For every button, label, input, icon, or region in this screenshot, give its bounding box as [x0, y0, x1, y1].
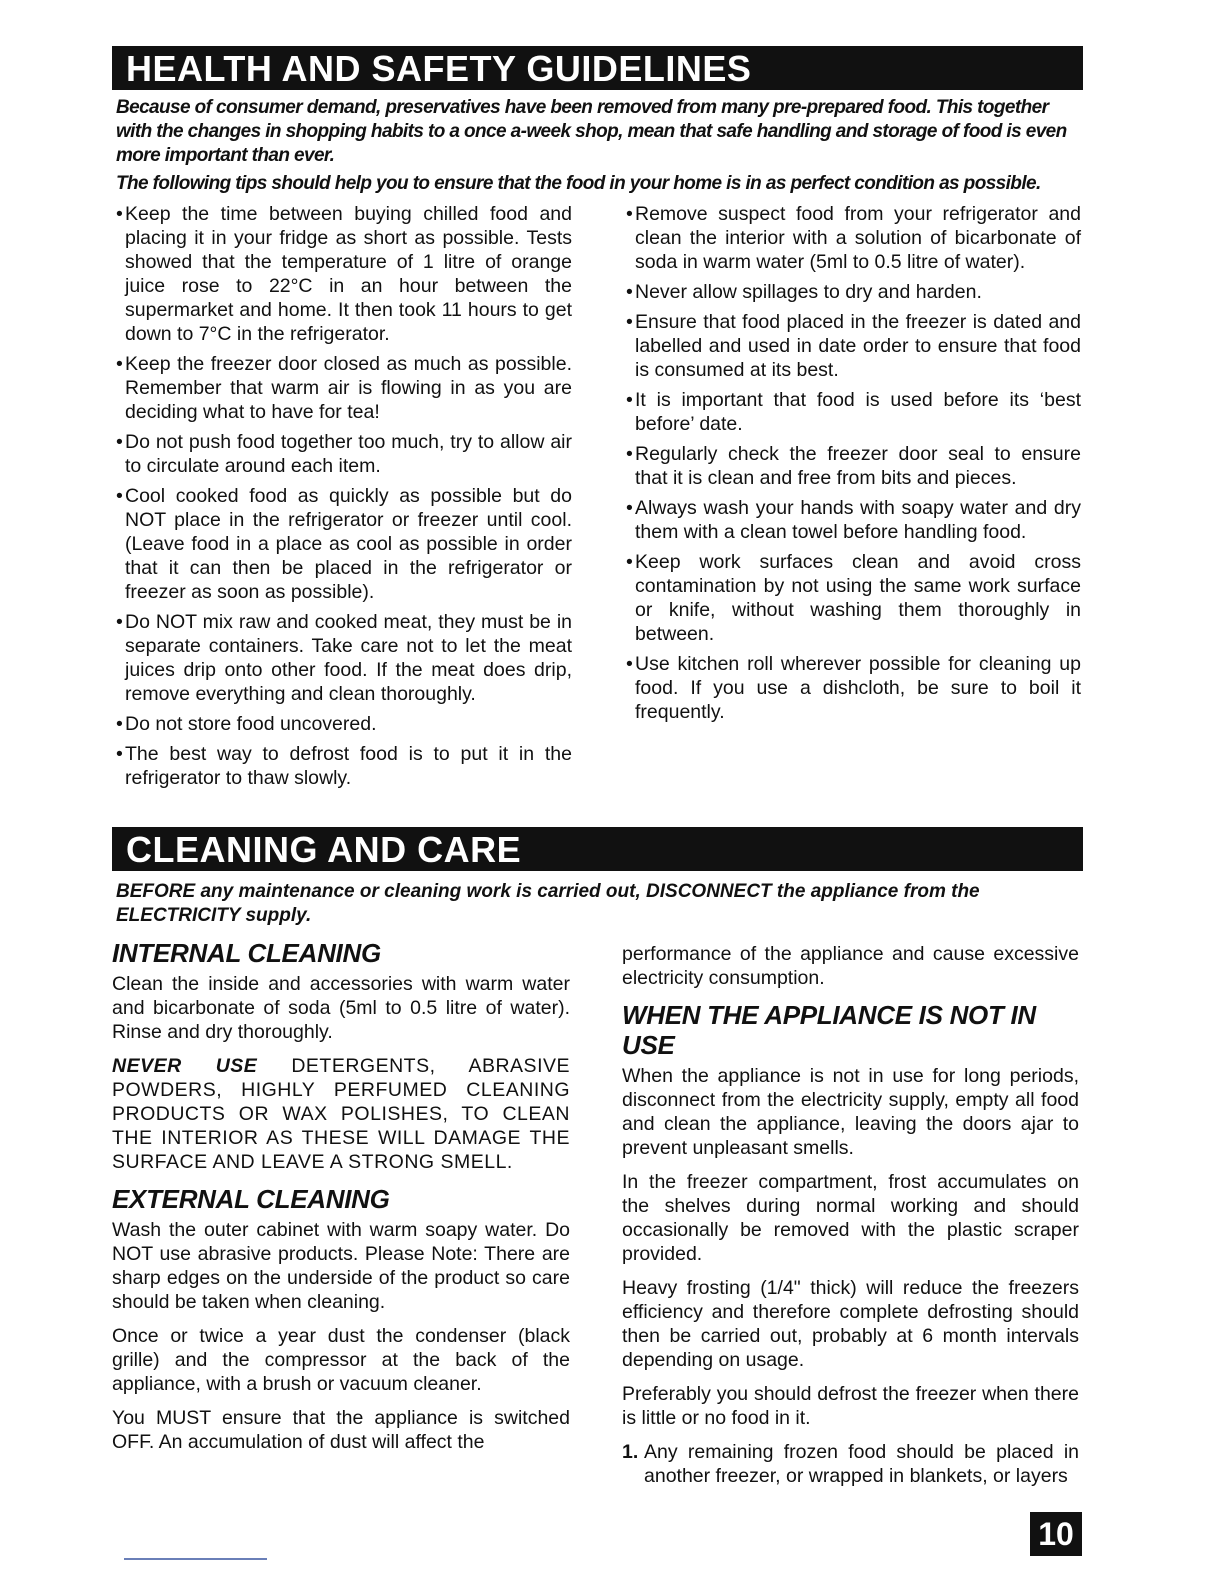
health-intro: Because of consumer demand, preservatives have been removed from many pre-prepared food. This together with the changes in shopping habits to a once a-week shop, mean that safe handling and storage of food is even more important than ever.: [116, 97, 1067, 166]
cleaning-care-banner: CLEANING AND CARE: [112, 827, 1083, 871]
list-item: • Do not push food together too much, try to allow air to circulate around each item.: [116, 431, 572, 477]
health-safety-banner: HEALTH AND SAFETY GUIDELINES: [112, 46, 1083, 90]
list-item: • Keep the freezer door closed as much as possible. Remember that warm air is flowing in as you are deciding what to have for tea!: [116, 353, 572, 423]
disconnect-warning: BEFORE any maintenance or cleaning work is carried out, DISCONNECT the appliance from the ELECTRICITY supply.: [116, 881, 980, 926]
switch-off-text: You MUST ensure that the appliance is switched OFF. An accumulation of dust will affect the: [112, 1407, 570, 1453]
list-item: • The best way to defrost food is to put it in the refrigerator to thaw slowly.: [116, 743, 572, 789]
list-item: • Do NOT mix raw and cooked meat, they must be in separate containers. Take care not to let the meat juices drip onto other food. If the meat does drip, remove everything and clean thoroughly.: [116, 611, 572, 705]
list-item: • Remove suspect food from your refrigerator and clean the interior with a solution of bicarbonate of soda in warm water (5ml to 0.5 litre of water).: [626, 203, 1081, 273]
internal-cleaning-heading: INTERNAL CLEANING: [112, 938, 381, 968]
list-item: • Always wash your hands with soapy water and dry them with a clean towel before handling food.: [626, 497, 1081, 543]
list-item: • Keep the time between buying chilled food and placing it in your fridge as short as possible. Tests showed that the temperature of 1 litre of orange juice rose to 22°C in an hour between the supermarket and home. It then took 11 hours to get down to 7°C in the refrigerator.: [116, 203, 572, 345]
step-1: 1. Any remaining frozen food should be placed in another freezer, or wrapped in blankets, or layers: [622, 1441, 1079, 1487]
list-item: • Use kitchen roll wherever possible for cleaning up food. If you use a dishcloth, be sure to boil it frequently.: [626, 653, 1081, 723]
continued-text: performance of the appliance and cause excessive electricity consumption.: [622, 943, 1079, 989]
heavy-frosting-text: Heavy frosting (1/4" thick) will reduce the freezers efficiency and therefore complete defrosting should then be carried out, probably at 6 month intervals depending on usage.: [622, 1277, 1079, 1371]
page-number: 10: [1030, 1512, 1082, 1556]
health-right-column: [626, 202, 1081, 730]
list-item: • Keep work surfaces clean and avoid cross contamination by not using the same work surface or knife, without washing them thoroughly in between.: [626, 551, 1081, 645]
not-in-use-heading: WHEN THE APPLIANCE IS NOT IN USE: [622, 1000, 1036, 1060]
cleaning-right-column: [622, 942, 1079, 1488]
list-item: • It is important that food is used before its ‘best before’ date.: [626, 389, 1081, 435]
list-item: • Regularly check the freezer door seal to ensure that it is clean and free from bits and pieces.: [626, 443, 1081, 489]
list-item: • Ensure that food placed in the freezer is dated and labelled and used in date order to ensure that food is consumed at its best.: [626, 311, 1081, 381]
external-cleaning-heading: EXTERNAL CLEANING: [112, 1184, 390, 1214]
list-item: • Never allow spillages to dry and harden.: [626, 281, 982, 303]
cleaning-left-column: [112, 938, 570, 1464]
health-left-column: [116, 202, 572, 796]
external-cleaning-text: Wash the outer cabinet with warm soapy water. Do NOT use abrasive products. Please Note: There are sharp edges on the underside of the product so care should be taken when cleaning.: [112, 1219, 570, 1313]
tips-intro: The following tips should help you to ensure that the food in your home is in as perfect condition as possible.: [116, 173, 1041, 194]
condenser-text: Once or twice a year dust the condenser (black grille) and the compressor at the back of the appliance, with a brush or vacuum cleaner.: [112, 1325, 570, 1395]
defrost-text: Preferably you should defrost the freezer when there is little or no food in it.: [622, 1383, 1079, 1429]
frost-text: In the freezer compartment, frost accumulates on the shelves during normal working and should occasionally be removed with the plastic scraper provided.: [622, 1171, 1079, 1265]
never-use-warning: NEVER USE DETERGENTS, ABRASIVE POWDERS, HIGHLY PERFUMED CLEANING PRODUCTS OR WAX POLISHES, TO CLEAN THE INTERIOR AS THESE WILL DAMAGE THE SURFACE AND LEAVE A STRONG SMELL.: [112, 1055, 570, 1173]
footer-rule: [124, 1558, 267, 1560]
not-in-use-text: When the appliance is not in use for long periods, disconnect from the electricity supply, empty all food and clean the appliance, leaving the doors ajar to prevent unpleasant smells.: [622, 1065, 1079, 1159]
list-item: • Do not store food uncovered.: [116, 713, 377, 735]
list-item: • Cool cooked food as quickly as possible but do NOT place in the refrigerator or freezer until cool. (Leave food in a place as cool as possible in order that it can then be placed in the refrigerator or freezer as soon as possible).: [116, 485, 572, 603]
internal-cleaning-text: Clean the inside and accessories with warm water and bicarbonate of soda (5ml to 0.5 litre of water). Rinse and dry thoroughly.: [112, 973, 570, 1043]
